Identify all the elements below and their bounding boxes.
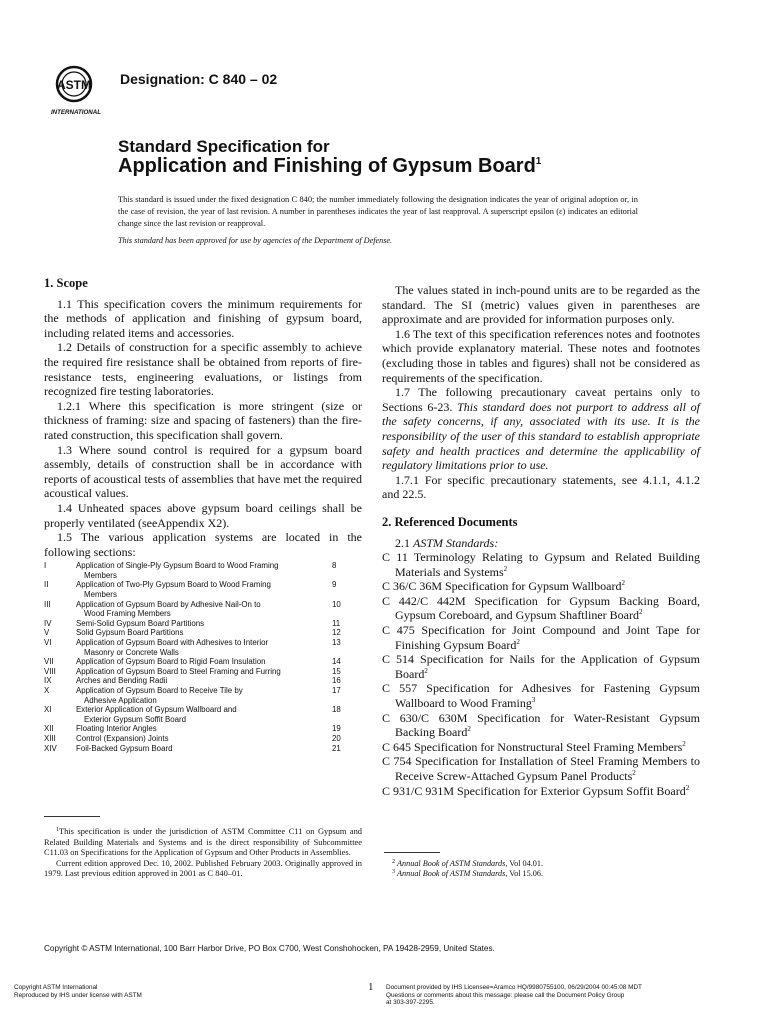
reference-fn: 2	[621, 579, 625, 588]
footer-right-line-1: Document provided by IHS Licensee=Aramco HQ/9980755100, 06/29/2004 00:45:08 MDT	[386, 984, 642, 991]
table-row	[44, 724, 362, 734]
section-title	[76, 600, 326, 619]
table-row	[44, 705, 362, 724]
table-row	[44, 667, 362, 677]
astm-logo-icon	[46, 62, 110, 118]
section-title-text: Solid Gypsum Board Partitions	[76, 628, 184, 638]
right-column	[382, 283, 700, 798]
footer-right-line-2: Questions or comments about this message: please call the Document Policy Group	[386, 991, 625, 999]
section-page: 12	[332, 628, 341, 638]
designation: Designation: C 840 – 02	[120, 71, 278, 87]
reference-fn: 3	[531, 696, 536, 705]
section-page: 14	[332, 657, 341, 667]
section-title	[76, 676, 326, 686]
list-item	[382, 550, 700, 579]
list-item	[382, 623, 700, 652]
list-item	[382, 740, 700, 755]
reference-fn: 2	[503, 564, 508, 573]
section-title-text: Application of Gypsum Board by Adhesive Nail-On to	[76, 599, 261, 609]
reference-fn: 2	[424, 666, 428, 675]
section-num: IV	[44, 618, 52, 628]
reference-fn: 2	[682, 739, 686, 748]
dod-notice: This standard has been approved for use by agencies of the Department of Defense.	[118, 236, 393, 245]
section-title-cont: Members	[84, 590, 117, 600]
section-title-text: Application of Gypsum Board to Receive Tile by	[76, 686, 243, 695]
page-number: 1	[368, 981, 374, 993]
section-num: III	[44, 599, 51, 609]
table-row	[44, 676, 362, 686]
footnote-mark: 3	[392, 869, 395, 876]
list-item	[382, 594, 700, 623]
paragraph-2-1-num: 2.1	[395, 535, 410, 550]
section-title-text: Floating Interior Angles	[76, 724, 157, 734]
list-item	[382, 754, 700, 783]
table-row	[44, 619, 362, 629]
title-footnote-mark: 1	[535, 156, 542, 167]
section-title-cont: Members	[84, 570, 117, 580]
section-num: XIII	[44, 733, 56, 743]
footnote-3-source: Annual Book of ASTM Standards	[397, 869, 506, 879]
section-title-text: Exterior Application of Gypsum Wallboard and	[76, 705, 237, 715]
paragraph-1-5-cont: The values stated in inch-pound units are to be regarded as the standard. The SI (metric) values given in parentheses are approximate and are provided for information purposes only.	[382, 283, 700, 327]
reference-fn: 2	[516, 637, 520, 646]
astm-logo	[46, 62, 110, 118]
section-num: VIII	[44, 666, 56, 676]
footer-document-provider	[386, 984, 746, 1007]
section-title-cont: Exterior Gypsum Soffit Board	[84, 714, 187, 724]
section-num: X	[44, 686, 50, 695]
table-row	[44, 734, 362, 744]
footer-license-block	[14, 984, 142, 999]
section-title	[76, 561, 326, 580]
section-num: XI	[44, 705, 52, 715]
paragraph-1-2-1: 1.2.1 Where this specification is more stringent (size or thickness of framing: size and spacing of fasteners) than the fire-rated construction, this specification shall govern.	[44, 398, 362, 442]
section-title-cont: Masonry or Concrete Walls	[84, 647, 179, 657]
table-row	[44, 744, 362, 754]
paragraph-1-6: 1.6 The text of this specification references notes and footnotes which provide explanatory material. These notes and footnotes (excluding those in tables and figures) shall not be considered as requirements of the specification.	[382, 326, 700, 385]
paragraph-1-1: 1.1 This specification covers the minimum requirements for the methods of application and finishing of gypsum board, including related items and accessories.	[44, 296, 362, 340]
section-title	[76, 705, 326, 724]
table-row	[44, 580, 362, 599]
reference-text: C 931/C 931M Specification for Exterior Gypsum Soffit Board	[382, 783, 686, 798]
section-title-text: Application of Gypsum Board to Steel Framing and Furring	[76, 666, 281, 676]
footnote-mark: 2	[392, 859, 395, 865]
title-line-1: Standard Specification for	[118, 137, 330, 156]
section-page: 19	[332, 724, 341, 734]
section-page: 18	[332, 705, 341, 715]
page-title	[118, 155, 541, 178]
paragraph-1-7-1: 1.7.1 For specific precautionary statements, see 4.1.1, 4.1.2 and 22.5.	[382, 472, 700, 502]
reference-text: C 557 Specification for Adhesives for Fastening Gypsum Wallboard to Wood Framing	[382, 681, 700, 711]
section-title-cont: Wood Framing Members	[84, 609, 171, 619]
table-row	[44, 657, 362, 667]
intro-paragraph: This standard is issued under the fixed designation C 840; the number immediately following the designation indicates the year of original adoption or, in the case of revision, the year of last revision. A number in parentheses indicates the year of last reapproval. A superscript epsilon (ε) indicates an editorial change since the last revision or reapproval.	[118, 195, 638, 229]
footnote-3	[392, 869, 692, 879]
section-page: 21	[332, 743, 341, 753]
reference-text: C 630/C 630M Specification for Water-Resistant Gypsum Backing Board	[382, 710, 700, 740]
footnote-1-body: This specification is under the jurisdiction of ASTM Committee C11 on Gypsum and Related Building Materials and Systems and is the direct responsibility of Subcommittee C11.03 on Specifications for the Application of Gypsum and Other Products in Assemblies.	[44, 827, 362, 858]
section-title	[76, 638, 326, 657]
section-page: 9	[332, 580, 337, 590]
list-item	[382, 784, 700, 799]
section-title	[76, 619, 326, 629]
safety-caveat: This standard does not purport to address all of the safety concerns, if any, associated with its use. It is the responsibility of the user of this standard to establish appropriate safety and health practices and determine the applicability of regulatory limitations prior to use.	[382, 399, 700, 473]
section-title-text: Application of Gypsum Board with Adhesives to Interior	[76, 638, 269, 648]
section-title	[76, 657, 326, 667]
reference-fn: 2	[467, 725, 471, 734]
reference-text: C 754 Specification for Installation of Steel Framing Members to Receive Screw-Attached Gypsum Panel Products	[382, 754, 700, 783]
footnote-2-source: Annual Book of ASTM Standards	[397, 859, 506, 868]
paragraph-1-7-a: 1.7 The following precautionary caveat pertains only to Sections 6-23.	[382, 385, 700, 414]
section-title	[76, 724, 326, 734]
footer-left-line-1: Copyright ASTM International	[14, 984, 98, 991]
section-title-text: Foil-Backed Gypsum Board	[76, 743, 173, 753]
section-page: 16	[332, 676, 341, 686]
section-num: IX	[44, 676, 52, 686]
footnote-rule	[384, 852, 440, 853]
left-column	[44, 276, 362, 753]
footnote-1	[44, 816, 362, 880]
section-title	[76, 686, 326, 705]
section-page: 17	[332, 686, 341, 695]
footnote-2	[392, 859, 692, 869]
title-line-2: Application and Finishing of Gypsum Board	[118, 155, 536, 177]
reference-text: C 442/C 442M Specification for Gypsum Backing Board, Gypsum Coreboard, and Gypsum Shaftliner Board	[382, 593, 700, 623]
reference-text: C 475 Specification for Joint Compound and Joint Tape for Finishing Gypsum Board	[382, 623, 700, 652]
paragraph-1-4: 1.4 Unheated spaces above gypsum board ceilings shall be properly ventilated (seeAppendix X2).	[44, 500, 362, 530]
section-title	[76, 734, 326, 744]
section-heading-references: 2. Referenced Documents	[382, 514, 518, 529]
section-page: 8	[332, 561, 337, 571]
section-title	[76, 744, 326, 754]
list-item	[382, 579, 700, 594]
table-row	[44, 600, 362, 619]
section-page: 13	[332, 638, 341, 648]
footnote-rule	[44, 816, 100, 817]
list-item	[382, 652, 700, 681]
table-row	[44, 628, 362, 638]
logo-subtext: INTERNATIONAL	[50, 109, 102, 116]
paragraph-2-1	[382, 536, 700, 551]
table-row	[44, 561, 362, 580]
footnote-mark: 1	[56, 827, 59, 833]
section-page: 10	[332, 599, 341, 609]
reference-text: C 514 Specification for Nails for the Application of Gypsum Board	[382, 652, 700, 681]
section-num: I	[44, 561, 47, 571]
paragraph-1-5: 1.5 The various application systems are located in the following sections:	[44, 530, 362, 559]
footnote-3-volume: , Vol 15.06.	[505, 869, 543, 879]
footer-right-line-3: at 303-397-2295.	[386, 999, 435, 1007]
section-num: VII	[44, 657, 54, 667]
logo-text: ASTM	[57, 78, 91, 92]
section-page: 15	[332, 666, 341, 676]
list-item	[382, 681, 700, 710]
section-title-text: Application of Two-Ply Gypsum Board to Wood Framing	[76, 580, 271, 590]
section-title	[76, 667, 326, 677]
section-page: 11	[332, 618, 341, 628]
section-num: VI	[44, 638, 52, 648]
astm-standards-label: ASTM Standards:	[413, 535, 499, 550]
table-row	[44, 686, 362, 705]
paragraph-1-7	[382, 385, 700, 473]
copyright-notice: Copyright © ASTM International, 100 Barr Harbor Drive, PO Box C700, West Conshohocken, PA 19428-2959, United States.	[44, 944, 495, 953]
section-title-text: Control (Expansion) Joints	[76, 733, 169, 743]
section-num: II	[44, 580, 49, 590]
footnotes-2-3	[392, 859, 692, 879]
footnote-2-volume: , Vol 04.01.	[505, 859, 543, 868]
section-title-text: Semi-Solid Gypsum Board Partitions	[76, 618, 205, 628]
reference-fn: 2	[638, 608, 643, 617]
list-item	[382, 711, 700, 740]
section-num: V	[44, 628, 50, 638]
footnote-1-b: Current edition approved Dec. 10, 2002. Published February 2003. Originally approved in 1979. Last previous edition approved in 2001 as C 840–01.	[44, 858, 362, 879]
section-num: XII	[44, 724, 54, 734]
reference-text: C 645 Specification for Nonstructural Steel Framing Members	[382, 739, 683, 754]
section-title-text: Application of Single-Ply Gypsum Board to Wood Framing	[76, 561, 279, 571]
section-title-text: Arches and Bending Radii	[76, 676, 168, 686]
footnote-1-text	[44, 827, 362, 859]
paragraph-1-3: 1.3 Where sound control is required for a gypsum board assembly, details of construction shall be in accordance with reports of acoustical tests of assemblies that have met the required acoustical values.	[44, 442, 362, 501]
section-title-cont: Adhesive Application	[84, 695, 157, 705]
section-title	[76, 580, 326, 599]
section-title-text: Application of Gypsum Board to Rigid Foam Insulation	[76, 657, 266, 667]
reference-fn: 2	[632, 769, 636, 777]
paragraph-1-2: 1.2 Details of construction for a specific assembly to achieve the required fire resistance shall be obtained from reports of fire-resistance tests, engineering evaluations, or listings from recognized fire testing laboratories.	[44, 340, 362, 399]
footer-left-line-2: Reproduced by IHS under license with ASTM	[14, 991, 142, 999]
table-row	[44, 638, 362, 657]
section-title	[76, 628, 326, 638]
section-heading-scope: 1. Scope	[44, 276, 88, 290]
reference-text: C 36/C 36M Specification for Gypsum Wallboard	[382, 579, 622, 594]
reference-fn: 2	[685, 783, 690, 792]
section-page: 20	[332, 733, 341, 743]
sections-table	[44, 561, 362, 753]
section-num: XIV	[44, 743, 57, 753]
reference-text: C 11 Terminology Relating to Gypsum and Related Building Materials and Systems	[382, 550, 700, 579]
